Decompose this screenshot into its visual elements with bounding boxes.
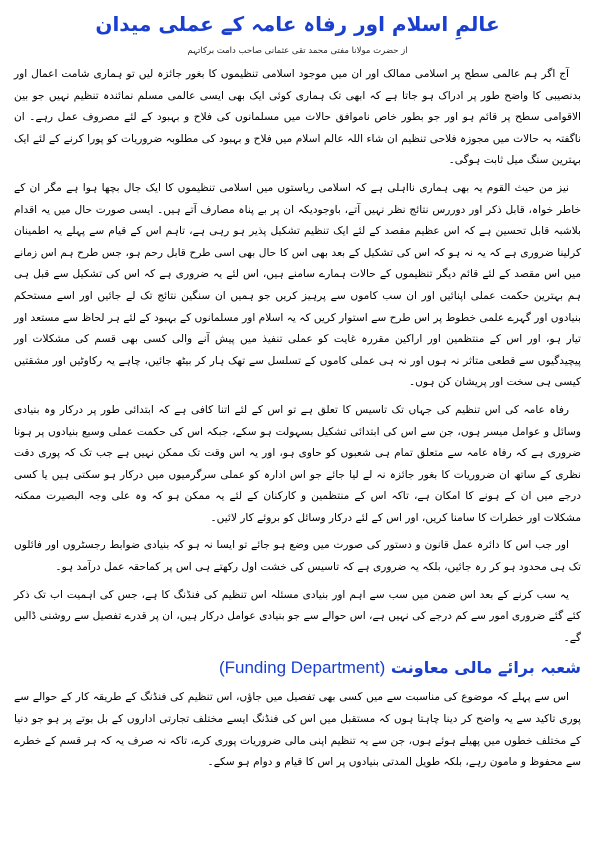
author-line: از حضرت مولانا مفتی محمد تقی عثمانی صاحب دامت برکاتہم — [187, 46, 408, 56]
section-heading-urdu: شعبہ برائے مالی معاونت — [390, 658, 581, 678]
section-body — [14, 687, 581, 773]
paragraph: اس سے پہلے کہ موضوع کی مناسبت سے میں کسی بھی تفصیل میں جاؤں، اس تنظیم کی فنڈنگ کے طریقہ کار کے حوالے سے پوری تاکید سے یہ واضح کر دینا چاہتا ہوں کہ مستقبل میں اس کی فنڈنگ ایسے مختلف تجارتی اداروں کے بل بوتے پر ہو جو دنیا کے مختلف خطوں میں پھیلے ہوئے ہوں، جن سے یہ تنظیم اپنی مالی ضروریات پوری کرے، تاکہ نہ صرف یہ کہ ہر قسم کے خطرے سے محفوظ و مامون رہے، بلکہ طویل المدتی بنیادوں پر اس کا قیام و دوام ہو سکے۔ — [14, 691, 581, 769]
paragraph: اور جب اس کا دائرہ عمل قانون و دستور کی صورت میں وضع ہو جائے تو ایسا نہ ہو کہ بنیادی ضوابط رجسٹروں اور فائلوں تک ہی محدود ہو کر رہ جائیں، بلکہ یہ ضروری ہے کہ تاسیس کی خشت اول رکھتے ہی اس پر کماحقہ عمل درآمد ہو۔ — [14, 539, 581, 574]
section-heading-latin: (Funding Department) — [218, 658, 386, 678]
article-body — [14, 64, 581, 649]
paragraph: نیز من حیث القوم یہ بھی ہماری نااہلی ہے کہ اسلامی ریاستوں میں اسلامی تنظیموں کا ایک جال بچھا ہوا ہے مگر ان کے خاطر خواہ، قابل ذکر اور دوررس نتائج نظر نہیں آتے، باوجودیکہ ان پر بے پناہ مصارف آتے ہیں۔ ایسی صورت حال میں یہ اقدام بلاشبہ قابل تحسین ہے کہ اس عظیم مقصد کے لئے ایک تنظیم تشکیل پذیر ہو رہی ہے، تاہم اس کے قیام سے پہلے یہ اطمینان کرلینا ضروری ہے کہ یہ نہ ہو کہ اس کی تشکیل کے بعد بھی اس کا حال بھی اسی طرح قابل رحم ہو، جس طرح ہم اس زمانے میں اس مقصد کے لئے قائم دیگر تنظیموں کے حالات ہمارے سامنے ہیں، اس لئے یہ ضروری ہے کہ اس کی تشکیل سے قبل ہی ہم بہترین حکمت عملی اپنائیں اور ان سب کاموں سے پرہیز کریں جو ہمیں ان سنگین نتائج تک لے جائیں اور اسے مستحکم بنیادوں اور گہرے علمی خطوط پر اس طرح سے استوار کریں کہ یہ اسلام اور مسلمانوں کے بہبود کے لئے ہر لحاظ سے مستعد اور تیار ہو، اور اس کے منتظمین اور اراکین مقررہ غایت کو عملی تنفیذ میں پیش آنے والی کسی بھی قسم کی مشکلات اور پیچیدگیوں سے قطعی متاثر نہ ہوں اور نہ ہی عملی کاموں کے تسلسل سے تھک ہار کر بیٹھ جائیں، چاہے یہ رکاوٹیں اور مشقتیں کیسی ہی سخت اور پریشان کن ہوں۔ — [14, 181, 581, 389]
paragraph: رفاہ عامہ کی اس تنظیم کی جہاں تک تاسیس کا تعلق ہے تو اس کے لئے اتنا کافی ہے کہ ابتدائی طور پر درکار وہ بنیادی وسائل و عوامل میسر ہوں، جن سے اس کی ابتدائی تشکیل بسہولت ہو سکے، جبکہ اس کی حکمت عملی وسیع بنیادوں پر ہونا ضروری ہے کہ رفاہ عامہ سے متعلق تمام ہی شعبوں کو حاوی ہو، اور یہ اس وقت تک ممکن نہیں ہے جب تک کہ پوری دقت نظری کے ساتھ ان ضروریات کا بغور جائزہ نہ لے لیا جائے جو اس ادارہ کو عملی سرگرمیوں میں درکار ہو سکتی ہیں یا کسی درجے میں ان کے ہونے کا امکان ہے، تاکہ اس کے منتظمین و کارکنان کے لئے یہ ممکن ہو کہ وہ علی وجہ البصیرت ممکنہ مشکلات اور خطرات کا سامنا کریں، اور اس کے لئے درکار وسائل کو بروئے کار لائیں۔ — [14, 403, 581, 524]
paragraph: آج اگر ہم عالمی سطح پر اسلامی ممالک اور ان میں موجود اسلامی تنظیموں کا بغور جائزہ لیں تو ہماری شامت اعمال اور بدنصیبی کا واضح طور پر ادراک ہو جاتا ہے کہ ابھی تک ہماری کوئی ایک بھی ایسی عالمی مسلم نمائندہ تنظیم نہیں جو بین الاقوامی سطح پر قائم ہو اور جو بطور خاص ناموافق حالات میں مسلمانوں کی فلاح و بہبود کے لئے مصروف عمل رہے۔ ان ناگفتہ بہ حالات میں مجوزہ فلاحی تنظیم ان شاء اللہ عالم اسلام میں فلاح و بہبود کی مطلوبہ ضروریات کو پورا کرنے کے لئے ایک بہترین سنگ میل ثابت ہوگی۔ — [14, 68, 581, 167]
page-title: عالمِ اسلام اور رفاہ عامہ کے عملی میدان — [95, 12, 500, 36]
paragraph: یہ سب کرنے کے بعد اس ضمن میں سب سے اہم اور بنیادی مسئلہ اس تنظیم کی فنڈنگ کا ہے، جس کی اہمیت اب تک ذکر کئے گئے ضروری امور سے کم درجے کی نہیں ہے، اس حوالے سے جو بنیادی عوامل درکار ہیں، ان پر قدرے تفصیل سے روشنی ڈالیں گے۔ — [14, 588, 581, 644]
section-heading — [14, 655, 581, 681]
